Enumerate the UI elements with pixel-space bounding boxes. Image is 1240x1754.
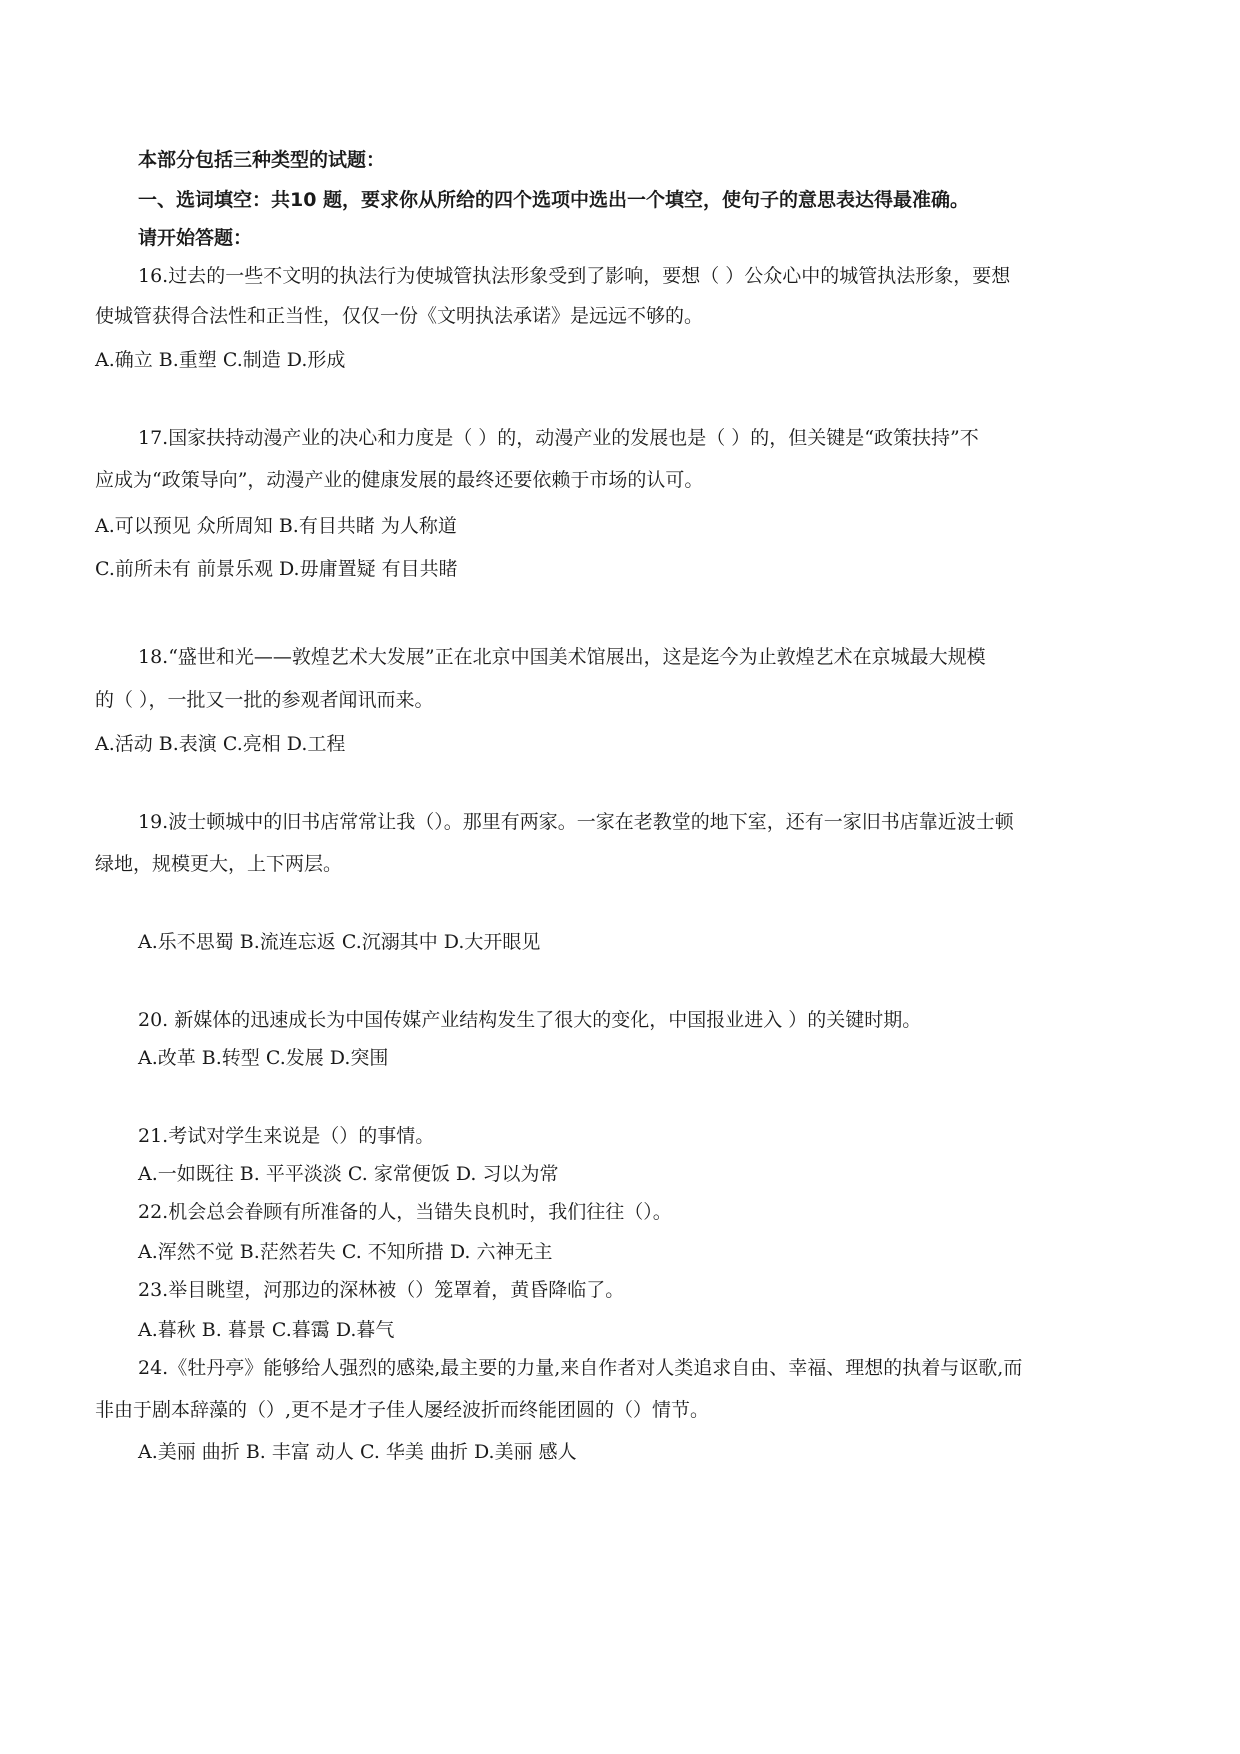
start-prompt: 请开始答题： xyxy=(138,227,253,249)
q23-stem: 23.举目眺望，河那边的深林被（）笼罩着，黄昏降临了。 xyxy=(138,1279,625,1301)
q16-options: A.确立 B.重塑 C.制造 D.形成 xyxy=(95,349,346,371)
q16-stem-line1: 16.过去的一些不文明的执法行为使城管执法形象受到了影响，要想（ ）公众心中的城管执法形象，要想 xyxy=(138,265,1011,287)
q18-stem-line1: 18.“盛世和光——敦煌艺术大发展”正在北京中国美术馆展出，这是迄今为止敦煌艺术在京城最大规模 xyxy=(138,646,986,668)
q17-stem-line2: 应成为“政策导向”，动漫产业的健康发展的最终还要依赖于市场的认可。 xyxy=(95,469,704,491)
q19-stem-line1: 19.波士顿城中的旧书店常常让我（）。那里有两家。一家在老教堂的地下室，还有一家旧书店靠近波士顿 xyxy=(138,811,1014,833)
q22-stem: 22.机会总会眷顾有所准备的人，当错失良机时，我们往往（）。 xyxy=(138,1201,672,1223)
q24-stem-line2: 非由于剧本辞藻的（）,更不是才子佳人屡经波折而终能团圆的（）情节。 xyxy=(95,1399,710,1421)
q20-stem: 20. 新媒体的迅速成长为中国传媒产业结构发生了很大的变化，中国报业进入 ）的关键时期。 xyxy=(138,1009,922,1031)
q19-options: A.乐不思蜀 B.流连忘返 C.沉溺其中 D.大开眼见 xyxy=(138,931,541,953)
q18-options: A.活动 B.表演 C.亮相 D.工程 xyxy=(95,733,346,755)
q23-options: A.暮秋 B. 暮景 C.暮霭 D.暮气 xyxy=(138,1319,395,1341)
intro-heading: 本部分包括三种类型的试题： xyxy=(138,149,386,171)
q24-options: A.美丽 曲折 B. 丰富 动人 C. 华美 曲折 D.美丽 感人 xyxy=(138,1441,577,1463)
q21-stem: 21.考试对学生来说是（）的事情。 xyxy=(138,1125,435,1147)
q21-options: A.一如既往 B. 平平淡淡 C. 家常便饭 D. 习以为常 xyxy=(138,1163,559,1185)
q17-options-line2: C.前所未有 前景乐观 D.毋庸置疑 有目共睹 xyxy=(95,558,458,580)
q16-stem-line2: 使城管获得合法性和正当性，仅仅一份《文明执法承诺》是远远不够的。 xyxy=(95,305,704,327)
q19-stem-line2: 绿地，规模更大，上下两层。 xyxy=(95,853,343,875)
q20-options: A.改革 B.转型 C.发展 D.突围 xyxy=(138,1047,389,1069)
section-instruction: 一、选词填空：共10 题，要求你从所给的四个选项中选出一个填空，使句子的意思表达得最准确。 xyxy=(138,189,970,211)
q17-options-line1: A.可以预见 众所周知 B.有目共睹 为人称道 xyxy=(95,515,457,537)
q18-stem-line2: 的（ ），一批又一批的参观者闻讯而来。 xyxy=(95,689,434,711)
q17-stem-line1: 17.国家扶持动漫产业的决心和力度是（ ）的，动漫产业的发展也是（ ）的，但关键是“政策扶持”不 xyxy=(138,427,979,449)
q24-stem-line1: 24.《牡丹亭》能够给人强烈的感染,最主要的力量,来自作者对人类追求自由、幸福、理想的执着与讴歌,而 xyxy=(138,1357,1023,1379)
q22-options: A.浑然不觉 B.茫然若失 C. 不知所措 D. 六神无主 xyxy=(138,1241,553,1263)
